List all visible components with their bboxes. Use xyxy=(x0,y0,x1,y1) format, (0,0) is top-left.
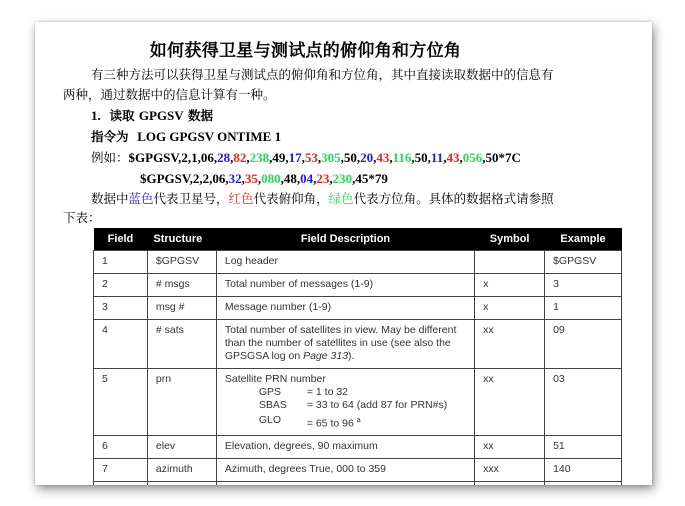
cell-description xyxy=(216,369,474,436)
page-reference-link[interactable]: Page 313 xyxy=(303,350,349,362)
sentence-segment-green: 238 xyxy=(249,150,270,165)
cell-empty xyxy=(216,481,474,485)
document-page xyxy=(35,22,652,485)
sentence-segment-black: , xyxy=(301,150,305,165)
cell-symbol: xx xyxy=(475,435,545,458)
table-row xyxy=(94,320,622,369)
sentence-segment-black: , xyxy=(230,150,234,165)
legend-blue-desc: 代表卫星号， xyxy=(153,191,229,206)
sentence-segment-green: 080 xyxy=(261,171,281,186)
cell-example: 09 xyxy=(545,320,622,369)
cell-field: 2 xyxy=(94,274,148,297)
cell-structure: $GPGSV xyxy=(147,251,216,274)
table-row xyxy=(94,458,622,481)
sentence-segment-red: 23 xyxy=(316,171,330,186)
prn-range-list xyxy=(225,386,466,431)
header-field: Field xyxy=(94,228,148,251)
table-row-partial xyxy=(94,481,622,485)
cell-empty xyxy=(94,481,148,485)
sentence-segment-red: 35 xyxy=(244,171,258,186)
cell-structure: # msgs xyxy=(147,274,216,297)
prn-range-gps: = 1 to 32 xyxy=(306,386,349,398)
sentence-segment-black: ,50, xyxy=(340,150,361,165)
sentence-segment-black: , xyxy=(329,171,333,186)
sentence-segment-blue: 32 xyxy=(228,171,242,186)
cell-field: 7 xyxy=(94,458,148,481)
cell-example: 3 xyxy=(545,274,622,297)
prn-system-glo: GLO xyxy=(258,414,282,426)
section-number: 1. xyxy=(91,108,101,123)
header-description: Field Description xyxy=(216,228,474,251)
cell-structure: msg # xyxy=(147,297,216,320)
cell-empty xyxy=(545,481,622,485)
example-line-2 xyxy=(140,169,388,188)
sentence-segment-blue: 04 xyxy=(300,171,314,186)
cell-structure: prn xyxy=(147,369,216,436)
command-line xyxy=(91,127,281,146)
cell-empty xyxy=(475,481,545,485)
example-line-1 xyxy=(91,148,521,167)
legend-prefix: 数据中 xyxy=(91,191,129,206)
cell-structure: elev xyxy=(147,435,216,458)
cell-example: 03 xyxy=(545,369,622,436)
prn-range-glo-wrap xyxy=(307,414,466,431)
sentence-segment-black: , xyxy=(317,150,322,165)
title-text: 如何获得卫星与测试点的俯仰角和方位角 xyxy=(149,41,462,61)
table-row xyxy=(94,251,622,274)
sentence-segment-black: ,45*79 xyxy=(352,171,388,186)
cell-field: 6 xyxy=(94,435,148,458)
sentence-segment-red: 43 xyxy=(376,150,390,165)
sentence-segment-blue: 11 xyxy=(430,150,444,165)
sentence-segment-black: , xyxy=(373,150,377,165)
section-title-suffix: 数据 xyxy=(188,108,214,123)
cell-empty xyxy=(147,481,216,485)
cell-example: $GPGSV xyxy=(545,251,622,274)
sentence-segment-black: , xyxy=(257,171,262,186)
sentence-segment-black: ,49, xyxy=(269,150,289,165)
description-text: Total number of satellites in view. May be different than the number of satellites in use (see also the GPSGSA log on xyxy=(224,324,457,362)
cell-symbol: xx xyxy=(475,369,545,436)
footnote-marker: a xyxy=(356,417,361,424)
sentence-segment-red: 82 xyxy=(233,150,247,165)
table-row xyxy=(94,274,622,297)
sentence-segment-black: ,50, xyxy=(411,150,431,165)
legend-blue: 蓝色 xyxy=(128,191,154,206)
cell-description xyxy=(216,320,474,369)
legend-red: 红色 xyxy=(228,191,254,206)
header-symbol: Symbol xyxy=(475,228,545,251)
cell-example: 1 xyxy=(545,297,622,320)
cell-structure: # sats xyxy=(147,320,216,369)
color-legend-line-2: 下表： xyxy=(63,210,101,225)
sentence-segment-black: , xyxy=(459,150,463,165)
command-value: LOG GPGSV ONTIME 1 xyxy=(137,129,282,144)
example-sentence-1 xyxy=(129,150,521,165)
table-header-row xyxy=(94,228,622,251)
cell-example: 140 xyxy=(545,458,622,481)
description-text-end: ). xyxy=(348,350,355,362)
gpgsv-field-table xyxy=(93,228,622,485)
cell-field: 3 xyxy=(94,297,148,320)
color-legend-line xyxy=(91,189,554,208)
sentence-segment-green: 116 xyxy=(392,150,412,165)
cell-description: Message number (1-9) xyxy=(216,297,474,320)
cell-description: Log header xyxy=(216,251,474,274)
sentence-segment-green: 230 xyxy=(332,171,353,186)
legend-green-desc: 代表方位角。具体的数据格式请参照 xyxy=(353,191,554,206)
page-title xyxy=(35,36,652,61)
command-label: 指令为 xyxy=(91,129,129,144)
sentence-segment-black: , xyxy=(241,171,245,186)
cell-field: 5 xyxy=(94,369,148,436)
cell-description: Azimuth, degrees True, 000 to 359 xyxy=(216,458,474,481)
cell-symbol: x xyxy=(475,297,545,320)
header-structure: Structure xyxy=(147,228,216,251)
prn-system-sbas: SBAS xyxy=(258,399,287,411)
prn-range-sbas: = 33 to 64 (add 87 for PRN#s) xyxy=(306,399,448,411)
cell-symbol: xxx xyxy=(475,458,545,481)
sentence-segment-black: , xyxy=(443,150,447,165)
cell-field: 4 xyxy=(94,320,148,369)
cell-symbol: xx xyxy=(475,320,545,369)
table-row xyxy=(94,369,622,436)
section-title-code: GPGSV xyxy=(138,108,184,123)
sentence-segment-black: , xyxy=(246,150,250,165)
table-row xyxy=(94,435,622,458)
intro-line-1: 有三种方法可以获得卫星与测试点的俯仰角和方位角，其中直接读取数据中的信息有 xyxy=(91,67,554,82)
sentence-segment-black: $GPGSV,2,1,06, xyxy=(128,150,218,165)
intro-line-2: 两种，通过数据中的信息计算有一种。 xyxy=(63,87,276,102)
legend-red-desc: 代表俯仰角， xyxy=(253,191,329,206)
sentence-segment-red: 43 xyxy=(446,150,460,165)
cell-example: 51 xyxy=(545,435,622,458)
sentence-segment-black: , xyxy=(313,171,317,186)
description-text: Satellite PRN number xyxy=(224,373,326,385)
sentence-segment-blue: 20 xyxy=(360,150,374,165)
sentence-segment-black: ,48, xyxy=(280,171,301,186)
cell-symbol: x xyxy=(475,274,545,297)
header-example: Example xyxy=(545,228,622,251)
sentence-segment-green: 305 xyxy=(321,150,341,165)
sentence-segment-red: 53 xyxy=(304,150,318,165)
cell-description: Elevation, degrees, 90 maximum xyxy=(216,435,474,458)
sentence-segment-blue: 28 xyxy=(217,150,231,165)
sentence-segment-black: $GPGSV,2,2,06, xyxy=(140,171,229,186)
cell-field: 1 xyxy=(94,251,148,274)
sentence-segment-black: ,50*7C xyxy=(482,150,521,165)
prn-system-gps: GPS xyxy=(258,386,282,398)
section-title-cn: 读取 xyxy=(109,108,135,123)
sentence-segment-black: , xyxy=(389,150,393,165)
example-sentence-2 xyxy=(140,171,388,186)
example-label: 例如： xyxy=(91,150,129,165)
cell-description: Total number of messages (1-9) xyxy=(216,274,474,297)
legend-green: 绿色 xyxy=(328,191,354,206)
sentence-segment-green: 056 xyxy=(462,150,483,165)
section-heading xyxy=(91,106,213,125)
prn-range-glo: = 65 to 96 xyxy=(306,417,354,430)
table-row xyxy=(94,297,622,320)
cell-structure: azimuth xyxy=(147,458,216,481)
cell-symbol xyxy=(475,251,545,274)
sentence-segment-blue: 17 xyxy=(288,150,302,165)
